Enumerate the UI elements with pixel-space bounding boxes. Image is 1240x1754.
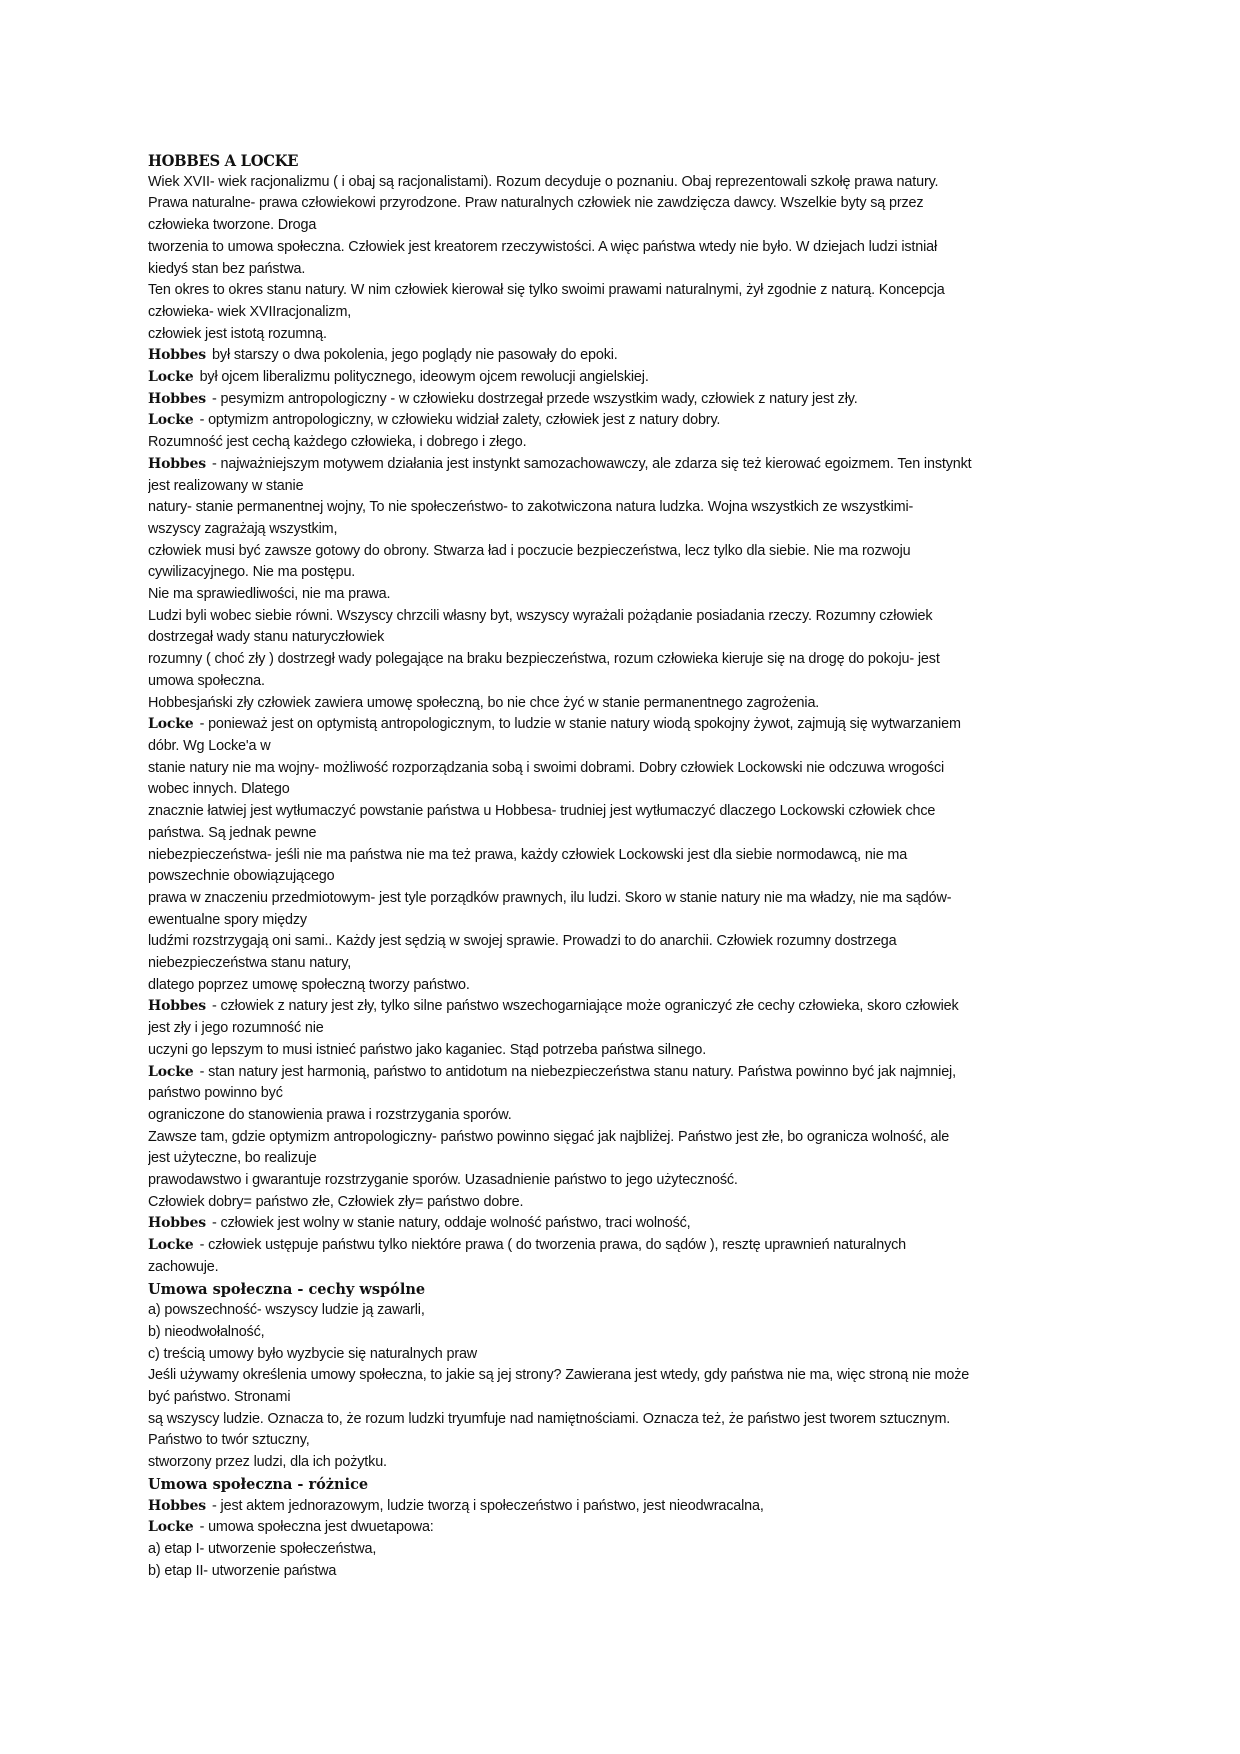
text-line [148, 193, 1098, 215]
text-line [148, 1344, 1098, 1366]
philosopher-name: Locke [148, 716, 194, 733]
line-text: ograniczone do stanowienia prawa i rozstrzygania sporów. [148, 1106, 512, 1123]
line-text: c) treścią umowy było wyzbycie się naturalnych praw [148, 1345, 478, 1362]
text-line [148, 1322, 1098, 1344]
text-line [148, 1062, 1098, 1084]
text-line [148, 389, 1098, 411]
line-text: prawodawstwo i gwarantuje rozstrzyganie sporów. Uzasadnienie państwo to jego użyteczność. [148, 1172, 738, 1189]
line-text: - człowiek ustępuje państwu tylko niektóre prawa ( do tworzenia prawa, do sądów ), resztę uprawnień naturalnych [199, 1237, 907, 1254]
text-line [148, 280, 1098, 302]
line-text: umowa społeczna. [148, 672, 265, 689]
text-line [148, 1192, 1098, 1214]
text-line [148, 627, 1098, 649]
line-text: powszechnie obowiązującego [148, 868, 335, 885]
line-text: wszyscy zagrażają wszystkim, [148, 520, 338, 537]
document-page [148, 150, 1098, 1582]
line-text: b) etap II- utworzenie państwa [148, 1562, 337, 1579]
line-text: był starszy o dwa pokolenia, jego poglądy nie pasowały do epoki. [212, 347, 618, 364]
line-text: - stan natury jest harmonią, państwo to antidotum na niebezpieczeństwa stanu natury. Państwa powinno być jak najmniej, [199, 1063, 956, 1080]
line-text: - optymizm antropologiczny, w człowieku widział zalety, człowiek jest z natury dobry. [199, 412, 721, 429]
text-line [148, 1148, 1098, 1170]
line-text: był ojcem liberalizmu politycznego, ideowym ojcem rewolucji angielskiej. [199, 369, 649, 386]
text-line [148, 1235, 1098, 1257]
text-line [148, 1105, 1098, 1127]
line-text: człowieka- wiek XVIIracjonalizm, [148, 303, 352, 320]
line-text: Człowiek dobry= państwo złe, Człowiek zły= państwo dobre. [148, 1193, 524, 1210]
philosopher-name: Locke [148, 1063, 194, 1080]
document-title: HOBBES A LOCKE [148, 151, 299, 170]
line-text: - pesymizm antropologiczny - w człowieku dostrzegał przede wszystkim wady, człowiek z natury jest zły. [212, 390, 858, 407]
text-line [148, 302, 1098, 324]
text-line [148, 432, 1098, 454]
line-text: - człowiek jest wolny w stanie natury, oddaje wolność państwo, traci wolność, [212, 1215, 691, 1232]
philosopher-name: Hobbes [148, 998, 207, 1015]
text-line [148, 562, 1098, 584]
text-line [148, 801, 1098, 823]
text-line [148, 1257, 1098, 1279]
text-line [148, 1517, 1098, 1539]
text-line [148, 476, 1098, 498]
line-text: cywilizacyjnego. Nie ma postępu. [148, 564, 356, 581]
line-text: jest realizowany w stanie [148, 477, 304, 494]
text-line [148, 693, 1098, 715]
line-text: a) powszechność- wszyscy ludzie ją zawarli, [148, 1302, 425, 1319]
text-line [148, 714, 1098, 736]
line-text: Rozumność jest cechą każdego człowieka, i dobrego i złego. [148, 434, 527, 451]
text-line [148, 736, 1098, 758]
text-line [148, 823, 1098, 845]
text-line [148, 1127, 1098, 1149]
line-text: państwa. Są jednak pewne [148, 824, 317, 841]
philosopher-name: Hobbes [148, 455, 207, 472]
text-line [148, 1561, 1098, 1583]
line-text: tworzenia to umowa społeczna. Człowiek jest kreatorem rzeczywistości. A więc państwa wtedy nie było. W dziejach ludzi istniał [148, 238, 938, 255]
text-line [148, 215, 1098, 237]
text-line [148, 649, 1098, 671]
line-text: stanie natury nie ma wojny- możliwość rozporządzania sobą i swoimi dobrami. Dobry człowiek Lockowski nie odczuwa wrogości [148, 759, 945, 776]
line-text: człowiek jest istotą rozumną. [148, 325, 327, 342]
section-heading: Umowa społeczna - różnice [148, 1475, 369, 1493]
line-text: jest użyteczne, bo realizuje [148, 1150, 317, 1167]
text-line [148, 1539, 1098, 1561]
philosopher-name: Hobbes [148, 390, 207, 407]
text-line [148, 497, 1098, 519]
line-text: uczyni go lepszym to musi istnieć państwo jako kaganiec. Stąd potrzeba państwa silnego. [148, 1041, 707, 1058]
text-line [148, 172, 1098, 194]
line-text: Zawsze tam, gdzie optymizm antropologiczny- państwo powinno sięgać jak najbliżej. Państwo jest złe, bo ogranicza wolność, ale [148, 1128, 950, 1145]
text-line [148, 953, 1098, 975]
line-text: jest zły i jego rozumność nie [148, 1020, 324, 1037]
text-line [148, 1040, 1098, 1062]
line-text: b) nieodwołalność, [148, 1323, 265, 1340]
line-text: człowieka tworzone. Droga [148, 217, 317, 234]
text-line [148, 606, 1098, 628]
line-text: zachowuje. [148, 1258, 219, 1275]
line-text: - najważniejszym motywem działania jest instynkt samozachowawczy, ale zdarza się też kierować egoizmem. Ten instynkt [212, 455, 972, 472]
text-line [148, 1496, 1098, 1518]
line-text: dóbr. Wg Locke'a w [148, 737, 271, 754]
line-text: Hobbesjański zły człowiek zawiera umowę społeczną, bo nie chce żyć w stanie permanentnego zagrożenia. [148, 694, 820, 711]
line-text: kiedyś stan bez państwa. [148, 260, 306, 277]
line-text: Jeśli używamy określenia umowy społeczna, to jakie są jej strony? Zawierana jest wtedy, gdy państwa nie ma, więc stroną nie może [148, 1367, 970, 1384]
text-line [148, 888, 1098, 910]
line-text: niebezpieczeństwa- jeśli nie ma państwa nie ma też prawa, każdy człowiek Lockowski jest dla siebie normodawcą, nie ma [148, 846, 908, 863]
line-text: Prawa naturalne- prawa człowiekowi przyrodzone. Praw naturalnych człowiek nie zawdzięcza dawcy. Wszelkie byty są przez [148, 195, 924, 212]
section-heading: Umowa społeczna - cechy wspólne [148, 1280, 426, 1298]
philosopher-name: Locke [148, 412, 194, 429]
text-line [148, 1452, 1098, 1474]
line-text: - jest aktem jednorazowym, ludzie tworzą i społeczeństwo i państwo, jest nieodwracalna, [212, 1497, 764, 1514]
line-text: stworzony przez ludzi, dla ich pożytku. [148, 1454, 387, 1471]
text-line [148, 975, 1098, 997]
line-text: dlatego poprzez umowę społeczną tworzy państwo. [148, 976, 470, 993]
line-text: natury- stanie permanentnej wojny, To nie społeczeństwo- to zakotwiczona natura ludzka. Wojna wszystkich ze wszystkimi- [148, 499, 914, 516]
line-text: Nie ma sprawiedliwości, nie ma prawa. [148, 586, 391, 603]
text-line [148, 410, 1098, 432]
document-body [148, 172, 1098, 1583]
line-text: - człowiek z natury jest zły, tylko silne państwo wszechogarniające może ograniczyć złe cechy człowieka, skoro człowiek [212, 998, 959, 1015]
text-line [148, 259, 1098, 281]
text-line [148, 1430, 1098, 1452]
text-line [148, 541, 1098, 563]
line-text: - ponieważ jest on optymistą antropologicznym, to ludzie w stanie natury wiodą spokojny żywot, zajmują się wytwarzaniem [199, 716, 961, 733]
line-text: znacznie łatwiej jest wytłumaczyć powstanie państwa u Hobbesa- trudniej jest wytłumaczyć dlaczego Lockowski człowiek chce [148, 803, 936, 820]
line-text: Ludzi byli wobec siebie równi. Wszyscy chrzcili własny byt, wszyscy wyrażali pożądanie posiadania rzeczy. Rozumny człowiek [148, 607, 933, 624]
text-line [148, 367, 1098, 389]
text-line [148, 1083, 1098, 1105]
text-line [148, 519, 1098, 541]
line-text: - umowa społeczna jest dwuetapowa: [199, 1519, 434, 1536]
text-line [148, 1365, 1098, 1387]
text-line [148, 845, 1098, 867]
text-line [148, 584, 1098, 606]
text-line [148, 758, 1098, 780]
philosopher-name: Hobbes [148, 1497, 207, 1514]
line-text: człowiek musi być zawsze gotowy do obrony. Stwarza ład i poczucie bezpieczeństwa, lecz tylko dla siebie. Nie ma rozwoju [148, 542, 911, 559]
text-line [148, 1409, 1098, 1431]
line-text: ludźmi rozstrzygają oni sami.. Każdy jest sędzią w swojej sprawie. Prowadzi to do anarchii. Człowiek rozumny dostrzega [148, 933, 897, 950]
line-text: Państwo to twór sztuczny, [148, 1432, 310, 1449]
text-line [148, 454, 1098, 476]
text-line [148, 779, 1098, 801]
philosopher-name: Locke [148, 1519, 194, 1536]
text-line [148, 671, 1098, 693]
line-text: wobec innych. Dlatego [148, 781, 290, 798]
text-line [148, 1387, 1098, 1409]
text-line [148, 996, 1098, 1018]
text-line [148, 910, 1098, 932]
text-line [148, 1213, 1098, 1235]
line-text: niebezpieczeństwa stanu natury, [148, 955, 352, 972]
text-line [148, 345, 1098, 367]
line-text: być państwo. Stronami [148, 1389, 291, 1406]
text-line [148, 1018, 1098, 1040]
text-line [148, 866, 1098, 888]
line-text: ewentualne spory między [148, 911, 307, 928]
text-line [148, 931, 1098, 953]
text-line [148, 324, 1098, 346]
text-line [148, 1170, 1098, 1192]
philosopher-name: Locke [148, 369, 194, 386]
line-text: rozumny ( choć zły ) dostrzegł wady polegające na braku bezpieczeństwa, rozum człowieka kieruje się na drogę do pokoju- jest [148, 651, 940, 668]
line-text: prawa w znaczeniu przedmiotowym- jest tyle porządków prawnych, ilu ludzi. Skoro w stanie natury nie ma władzy, nie ma sądów- [148, 889, 952, 906]
line-text: Wiek XVII- wiek racjonalizmu ( i obaj są racjonalistami). Rozum decyduje o poznaniu. Obaj reprezentowali szkołę prawa natury. [148, 173, 939, 190]
philosopher-name: Hobbes [148, 1215, 207, 1232]
line-text: dostrzegał wady stanu naturyczłowiek [148, 629, 385, 646]
line-text: państwo powinno być [148, 1085, 283, 1102]
philosopher-name: Hobbes [148, 347, 207, 364]
text-line [148, 237, 1098, 259]
line-text: Ten okres to okres stanu natury. W nim człowiek kierował się tylko swoimi prawami naturalnymi, żył zgodnie z naturą. Koncepcja [148, 282, 945, 299]
line-text: a) etap I- utworzenie społeczeństwa, [148, 1541, 377, 1557]
text-line [148, 1300, 1098, 1322]
philosopher-name: Locke [148, 1237, 194, 1254]
line-text: są wszyscy ludzie. Oznacza to, że rozum ludzki tryumfuje nad namiętnościami. Oznacza też, że państwo jest tworem sztucznym. [148, 1410, 951, 1427]
